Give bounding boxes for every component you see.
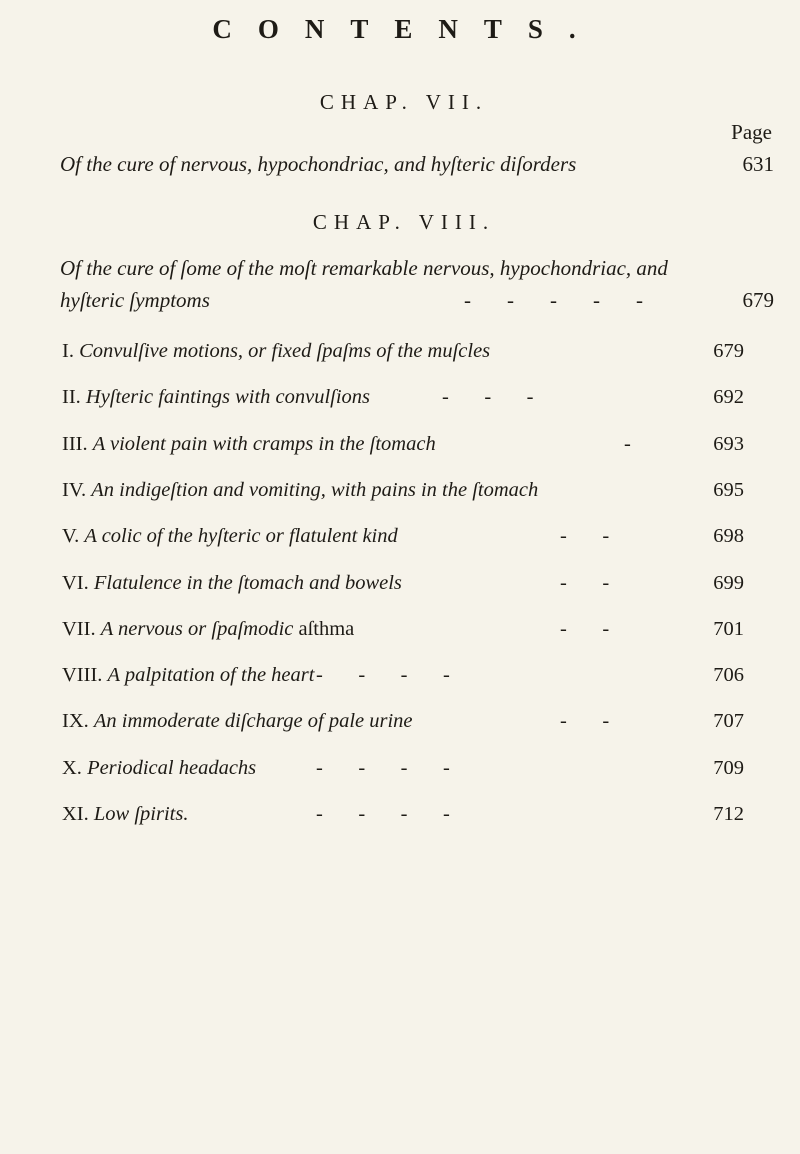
section-leader-dashes: - - bbox=[560, 525, 613, 548]
section-page-number: 693 bbox=[713, 432, 744, 455]
section-title: Low ſpirits. bbox=[93, 803, 189, 825]
chapter-vii-title: Of the cure of nervous, hypochondriac, and hyſteric diſorders bbox=[60, 152, 577, 176]
section-entry bbox=[62, 664, 744, 694]
chapter-viii-title-row bbox=[60, 288, 772, 313]
section-entry bbox=[62, 386, 744, 416]
page-heading: CONTENTS. bbox=[212, 14, 602, 44]
section-page-number: 698 bbox=[713, 525, 744, 548]
section-roman-numeral: IX. bbox=[62, 710, 89, 733]
section-entry bbox=[62, 757, 744, 787]
section-roman-numeral: I. bbox=[62, 340, 74, 362]
section-page-number: 707 bbox=[713, 710, 744, 733]
section-leader-dashes: - - bbox=[560, 617, 613, 640]
section-title: A violent pain with cramps in the ſtomach bbox=[92, 432, 436, 455]
section-leader-dashes: - bbox=[624, 432, 634, 455]
section-roman-numeral: III. bbox=[62, 432, 88, 455]
section-roman-numeral: X. bbox=[62, 756, 82, 779]
chapter-viii-label: CHAP. VIII. bbox=[312, 210, 496, 234]
section-entry bbox=[62, 572, 744, 602]
section-entry bbox=[62, 710, 744, 740]
section-entry bbox=[62, 340, 744, 370]
section-title-roman-word: aſthma bbox=[298, 617, 355, 640]
section-title: A nervous or ſpaſmodic bbox=[100, 617, 294, 640]
section-page-number: 701 bbox=[713, 617, 744, 640]
section-title: A palpitation of the heart bbox=[107, 664, 315, 687]
section-leader-dashes: - - - - bbox=[316, 664, 453, 687]
chapter-vii-page: 631 bbox=[742, 152, 774, 176]
section-title: An indigeſtion and vomiting, with pains in the ſtomach bbox=[91, 478, 539, 501]
section-title: An immoderate diſcharge of pale urine bbox=[93, 710, 413, 733]
section-title: Hyſteric faintings with convulſions bbox=[85, 386, 371, 409]
section-leader-dashes: - - bbox=[560, 710, 613, 733]
section-entry bbox=[62, 525, 744, 555]
section-title: A colic of the hyſteric or flatulent kind bbox=[84, 525, 398, 548]
section-title: Convulſive motions, or fixed ſpaſms of the muſcles bbox=[79, 340, 491, 362]
chapter-viii-title-line2: hyſteric ſymptoms bbox=[60, 288, 210, 312]
section-page-number: 699 bbox=[713, 571, 744, 594]
section-roman-numeral: VI. bbox=[62, 571, 89, 594]
section-page-number: 679 bbox=[713, 340, 744, 362]
section-entry bbox=[62, 803, 744, 833]
section-leader-dashes: - - bbox=[560, 571, 613, 594]
section-roman-numeral: VIII. bbox=[62, 664, 103, 687]
chapter-vii-label: CHAP. VII. bbox=[319, 90, 489, 114]
section-title: Flatulence in the ſtomach and bowels bbox=[93, 571, 402, 594]
section-roman-numeral: XI. bbox=[62, 803, 89, 825]
section-title: Periodical headachs bbox=[87, 756, 257, 779]
section-roman-numeral: VII. bbox=[62, 617, 96, 640]
section-page-number: 692 bbox=[713, 386, 744, 409]
chapter-viii-title-line1: Of the cure of ſome of the moſt remarkable nervous, hypochondriac, and bbox=[60, 256, 668, 280]
chapter-vii-title-row bbox=[60, 152, 772, 177]
chapter-viii-dashes: - - - - - bbox=[464, 288, 646, 312]
chapter-viii-page: 679 bbox=[742, 288, 774, 312]
section-roman-numeral: IV. bbox=[62, 478, 87, 501]
section-leader-dashes: - - - - bbox=[316, 756, 453, 779]
section-entry bbox=[62, 433, 744, 463]
section-page-number: 706 bbox=[713, 664, 744, 687]
section-page-number: 709 bbox=[713, 756, 744, 779]
section-page-number: 712 bbox=[713, 803, 744, 825]
section-entry bbox=[62, 618, 744, 648]
section-entry bbox=[62, 479, 744, 509]
section-leader-dashes: - - - - bbox=[316, 803, 453, 825]
page-column-label: Page bbox=[731, 120, 772, 144]
section-roman-numeral: V. bbox=[62, 525, 80, 548]
section-page-number: 695 bbox=[713, 478, 744, 501]
section-roman-numeral: II. bbox=[62, 386, 81, 409]
section-leader-dashes: - - - bbox=[442, 386, 537, 409]
